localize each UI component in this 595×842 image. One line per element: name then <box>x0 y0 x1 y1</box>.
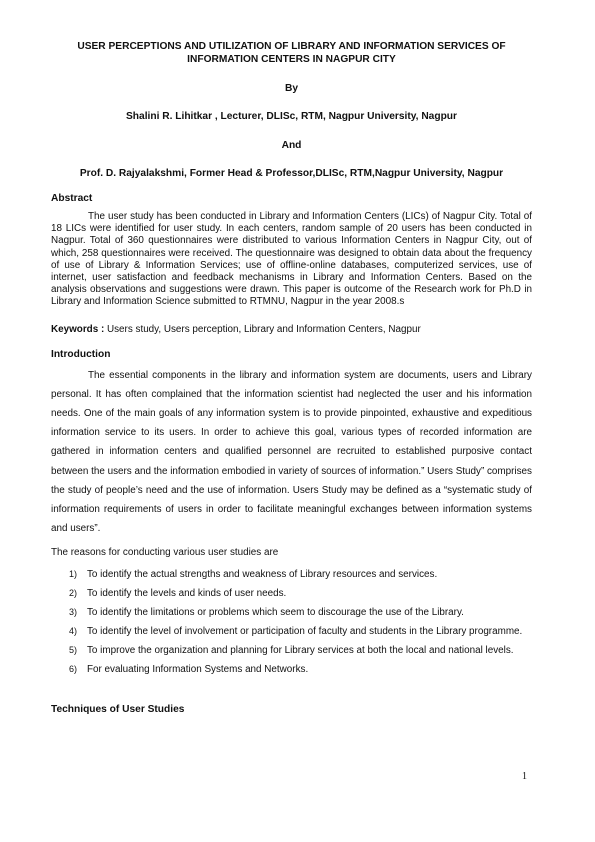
reasons-list <box>51 565 532 679</box>
list-item-text: To identify the levels and kinds of user needs. <box>87 588 287 600</box>
abstract-heading: Abstract <box>51 193 93 204</box>
list-item <box>51 603 532 622</box>
list-item-number: 3) <box>69 607 78 618</box>
list-item-text: To identify the level of involvement or participation of faculty and students in the Library programme. <box>87 626 523 638</box>
paper-title: USER PERCEPTIONS AND UTILIZATION OF LIBRARY AND INFORMATION SERVICES OF INFORMATION CENTERS IN NAGPUR CITY <box>77 41 506 65</box>
list-item-text: To identify the actual strengths and weakness of Library resources and services. <box>87 569 438 581</box>
list-item-text: To identify the limitations or problems which seem to discourage the use of the Library. <box>87 607 464 619</box>
keywords-label: Keywords : <box>51 323 105 335</box>
byline: By <box>284 83 299 94</box>
list-item-number: 5) <box>69 645 78 656</box>
list-item-text: For evaluating Information Systems and Networks. <box>87 664 309 676</box>
introduction-heading: Introduction <box>51 348 111 360</box>
introduction-text: The essential components in the library and information system are documents, users and Library personal. It has often complained that the information scientist had neglected the user and his information needs. One of the main goals of any information system is to provide pinpointed, exhaustive and expeditious information service to its users. In order to achieve this goal, various types of recorded information are gathered in information centers and qualified personnel are recruited to established purposive contact between the users and the information embodied in variety of sources of information.” Users Study” comprises the study of people’s need and the use of information. Users Study may be defined as a “systematic study of information requirements of users in order to facilitate meaningful exchanges between information systems and users”. <box>51 369 532 535</box>
list-item-number: 4) <box>69 626 78 637</box>
author-2: Prof. D. Rajyalakshmi, Former Head & Professor,DLISc, RTM,Nagpur University, Nagpur <box>79 168 504 179</box>
list-item-text: To improve the organization and planning for Library services at both the local and national levels. <box>87 645 514 657</box>
techniques-heading: Techniques of User Studies <box>51 704 185 716</box>
author-1: Shalini R. Lihitkar , Lecturer, DLISc, RTM, Nagpur University, Nagpur <box>126 111 457 122</box>
author-conjunction: And <box>281 140 302 151</box>
reasons-lead: The reasons for conducting various user studies are <box>51 547 279 559</box>
list-item <box>51 584 532 603</box>
list-item-number: 1) <box>69 569 78 580</box>
keywords-text: Users study, Users perception, Library and Information Centers, Nagpur <box>104 323 421 335</box>
list-item-number: 2) <box>69 588 78 599</box>
list-item-number: 6) <box>69 664 78 675</box>
abstract-text: The user study has been conducted in Library and Information Centers (LICs) of Nagpur City. Total of 18 LICs were identified for user study. In each centers, random sample of 20 users has been conducted in Nagpur. Total of 360 questionnaires were distributed to various Information Centers in Nagpur City, out of which, 258 questionnaires were received. The questionnaire was designed to obtain data about the frequency of use of Library & Information Services; use of offline-online databases, computerized services, use of internet, user satisfaction and feedback mechanisms in Library and Information Centers. Based on the analysis observations and suggestions were drawn. This paper is outcome of the Research work for Ph.D in Library and Information Science submitted to RTMNU, Nagpur in the year 2008.s <box>51 211 532 308</box>
page-number: 1 <box>522 771 527 782</box>
list-item <box>51 565 532 584</box>
list-item <box>51 660 532 679</box>
keywords <box>51 323 532 336</box>
list-item <box>51 622 532 641</box>
list-item <box>51 641 532 660</box>
